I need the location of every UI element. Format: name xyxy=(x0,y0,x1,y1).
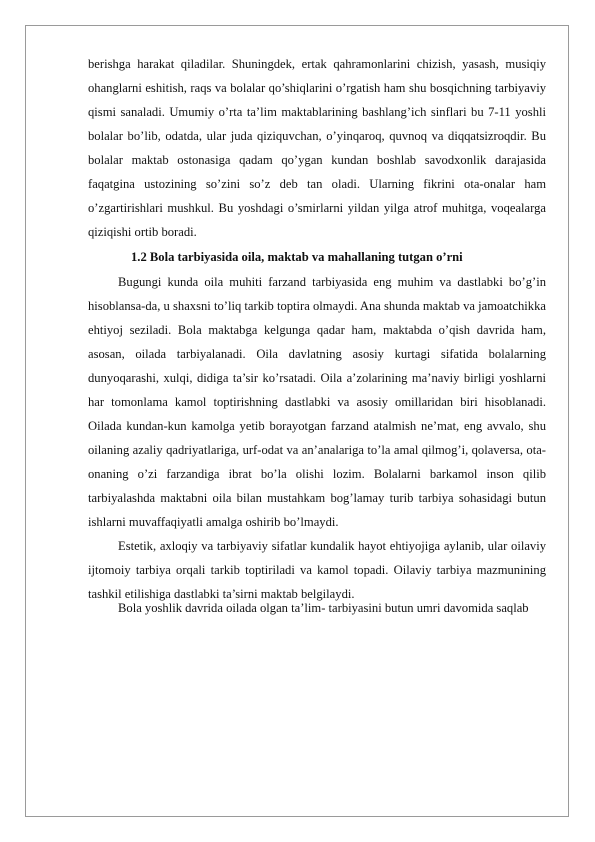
paragraph-continuation: berishga harakat qiladilar. Shuningdek, ertak qahramonlarini chizish, yasash, musiqiy ohanglarni eshitish, raqs va bolalar qo’shiqlarini o’rgatish ham shu bosqichning tarbiyaviy qismi sanaladi. Umumiy o’rta ta’lim maktablarining bashlang’ich sinflari bu 7-11 yoshli bolalar bo’lib, odatda, ular juda qiziquvchan, o’yinqaroq, quvnoq va diqqatsizroqdir. Bu bolalar maktab ostonasiga qadam qo’ygan kundan boshlab savodxonlik darajasida faqatgina ustozining so’zini so’z deb tan oladi. Ularning fikrini ota-onalar ham o’zgartirishlari mushkul. Bu yoshdagi o’smirlarni yildan yilga atrof muhitga, voqealarga qiziqishi ortib boradi. xyxy=(88,57,546,239)
section-heading: 1.2 Bola tarbiyasida oila, maktab va mahallaning tutgan o’rni xyxy=(131,250,463,264)
document-body xyxy=(88,52,546,606)
paragraph-youth-education: Bola yoshlik davrida oilada olgan ta’lim- tarbiyasini butun umri davomida saqlab xyxy=(118,601,529,615)
paragraph-family-role: Bugungi kunda oila muhiti farzand tarbiyasida eng muhim va dastlabki bo’g’in hisoblansa-da, u shaxsni to’liq tarkib toptira olmaydi. Ana shunda maktab va jamoatchikka ehtiyoj seziladi. Bola maktabga kelgunga qadar ham, maktabda o’qish davrida ham, asosan, oilada tarbiyalanadi. Oila davlatning asosiy kurtagi sifatida bolalarning dunyoqarashi, xulqi, didiga ta’sir ko’rsatadi. Oila a’zolarining ma’naviy birligi yoshlarni har tomonlama kamol toptirishning dastlabki va asosiy omillaridan biri hisoblanadi. Oilada kundan-kun kamolga yetib borayotgan farzand atalmish ne’mat, eng avvalo, shu oilaning azaliy qadriyatlariga, urf-odat va an’analariga to’la amal qilmog’i, qolaversa, ota-onaning o’zi farzandiga ibrat bo’la olishi lozim. Bolalarni barkamol inson qilib tarbiyalashda maktabni oila bilan mustahkam bog’lamay turib tarbiya sohasidagi butun ishlarni muvaffaqiyatli amalga oshirib bo’lmaydi. xyxy=(88,275,546,529)
paragraph-aesthetic-qualities: Estetik, axloqiy va tarbiyaviy sifatlar kundalik hayot ehtiyojiga aylanib, ular oilaviy ijtomoiy tarbiya orqali tarkib toptiriladi va kamol topadi. Oilaviy tarbiya mazmunining tashkil etilishiga dastlabki ta’sirni maktab belgilaydi. xyxy=(88,539,546,601)
